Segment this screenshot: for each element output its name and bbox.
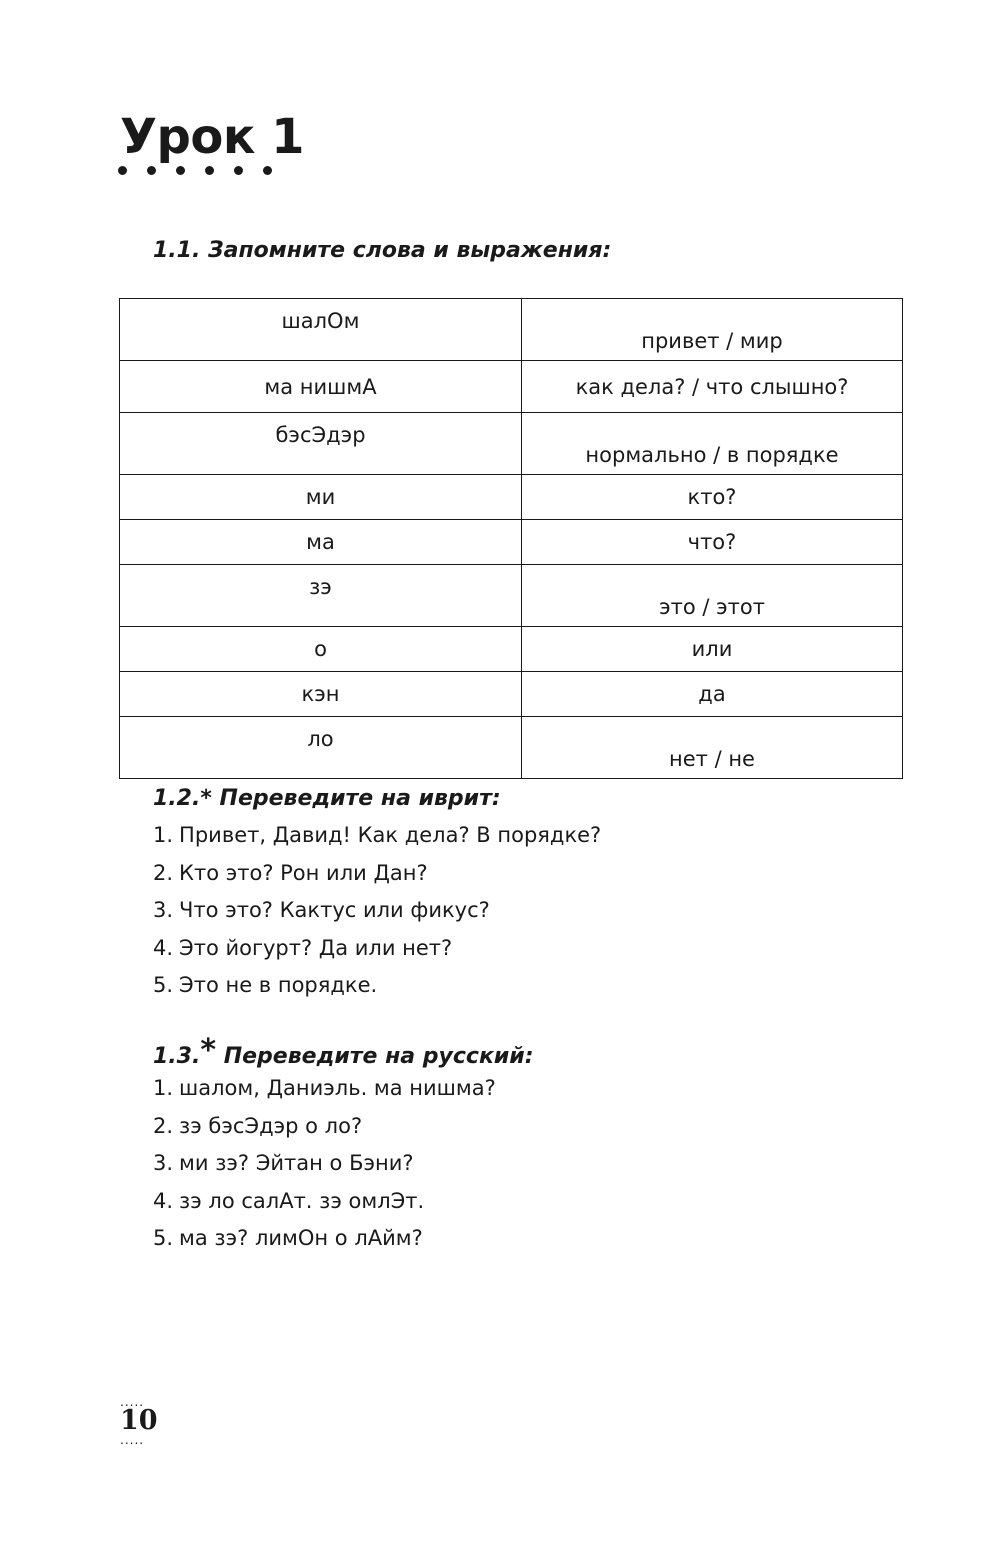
item-number: 1. — [153, 1076, 174, 1100]
table-cell-translation: это / этот — [522, 565, 903, 627]
item-number: 2. — [153, 1113, 174, 1138]
table-cell-translation: нормально / в порядке — [522, 413, 903, 475]
table-row — [120, 299, 903, 361]
heading-text: Переведите на иврит: — [219, 786, 501, 811]
table-cell-word: шалОм — [120, 299, 522, 361]
item-text: ми зэ? Эйтан о Бэни? — [179, 1151, 414, 1175]
table-row — [120, 413, 903, 475]
list-item — [153, 1108, 496, 1146]
table-cell-word: кэн — [120, 672, 522, 717]
page-number-block — [120, 1398, 160, 1444]
table-row — [120, 565, 903, 627]
table-cell-translation: что? — [522, 520, 903, 565]
section-heading-vocabulary: 1.1. Запомните слова и выражения: — [153, 238, 612, 263]
item-text: шалом, Даниэль. ма нишма? — [179, 1076, 496, 1100]
item-text: Это не в порядке. — [179, 973, 378, 997]
table-cell-word: ма — [120, 520, 522, 565]
item-text: ма зэ? лимОн о лАйм? — [179, 1226, 423, 1250]
table-row — [120, 520, 903, 565]
section-heading-translate-hebrew — [153, 784, 501, 814]
page-number-dots-bottom: ..... — [120, 1436, 145, 1444]
item-number: 3. — [153, 898, 174, 922]
item-number: 3. — [153, 1151, 174, 1175]
table-cell-word: зэ — [120, 565, 522, 627]
item-number: 1. — [153, 823, 174, 847]
table-row — [120, 717, 903, 779]
heading-star: * — [200, 1033, 217, 1068]
list-item — [153, 1070, 496, 1108]
page-number-dots-top: ..... — [120, 1398, 145, 1406]
table-cell-translation: да — [522, 672, 903, 717]
item-number: 2. — [153, 860, 174, 885]
table-cell-word: ми — [120, 475, 522, 520]
item-number: 4. — [153, 935, 174, 960]
item-number: 4. — [153, 1188, 174, 1213]
heading-number: 1.3. — [153, 1044, 201, 1069]
page-number: 10 — [120, 1405, 158, 1436]
table-cell-word: бэсЭдэр — [120, 413, 522, 475]
item-text: Привет, Давид! Как дела? В порядке? — [179, 823, 602, 847]
table-cell-translation: как дела? / что слышно? — [522, 361, 903, 413]
item-text: зэ бэсЭдэр о ло? — [179, 1113, 363, 1138]
table-cell-word: ма нишмА — [120, 361, 522, 413]
table-cell-translation: нет / не — [522, 717, 903, 779]
list-item — [153, 1145, 496, 1183]
table-row — [120, 361, 903, 413]
heading-star: * — [200, 786, 212, 811]
table-row — [120, 475, 903, 520]
vocabulary-table — [119, 298, 903, 779]
section-heading-translate-russian — [153, 1033, 534, 1072]
table-cell-translation: кто? — [522, 475, 903, 520]
heading-text: Переведите на русский: — [223, 1044, 534, 1069]
table-cell-word: о — [120, 627, 522, 672]
item-number: 5. — [153, 973, 174, 997]
table-row — [120, 627, 903, 672]
table-cell-word: ло — [120, 717, 522, 779]
list-item — [153, 855, 601, 893]
list-item — [153, 1220, 496, 1258]
item-text: Что это? Кактус или фикус? — [179, 898, 490, 922]
item-text: Кто это? Рон или Дан? — [179, 860, 428, 885]
table-row — [120, 672, 903, 717]
item-number: 5. — [153, 1226, 174, 1250]
table-cell-translation: или — [522, 627, 903, 672]
list-item — [153, 1183, 496, 1221]
exercise-list-russian — [153, 1070, 496, 1258]
title-dots-decoration — [118, 166, 292, 175]
table-cell-translation: привет / мир — [522, 299, 903, 361]
list-item — [153, 892, 601, 930]
list-item — [153, 817, 601, 855]
item-text: зэ ло салАт. зэ омлЭт. — [179, 1188, 425, 1213]
lesson-title: Урок 1 — [120, 109, 305, 165]
list-item — [153, 967, 601, 1005]
heading-number: 1.2. — [153, 786, 201, 811]
item-text: Это йогурт? Да или нет? — [179, 935, 453, 960]
exercise-list-hebrew — [153, 817, 601, 1005]
list-item — [153, 930, 601, 968]
